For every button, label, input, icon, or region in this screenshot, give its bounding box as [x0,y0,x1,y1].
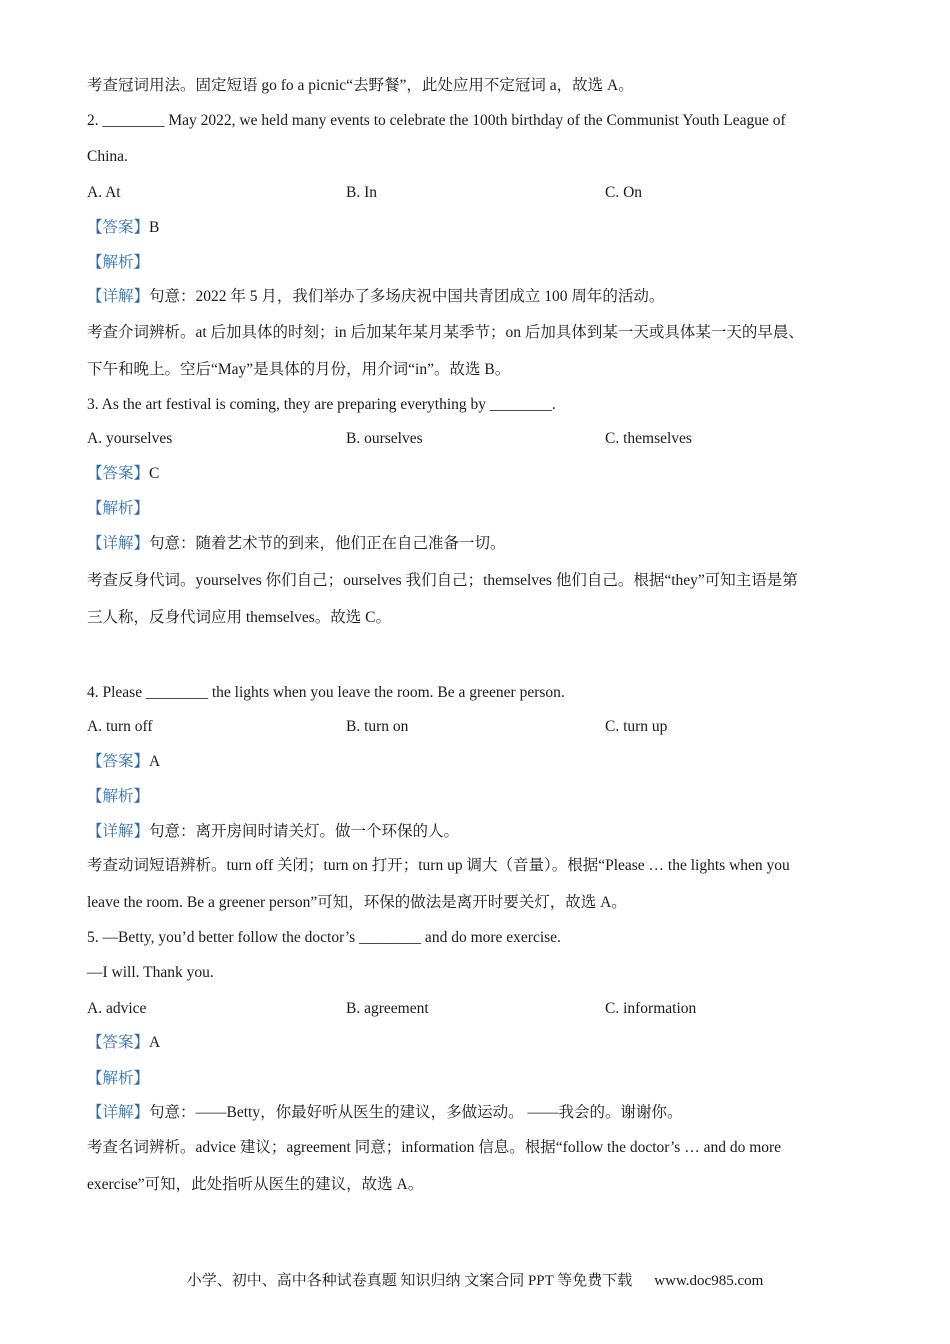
footer-text: 小学、初中、高中各种试卷真题 知识归纳 文案合同 PPT 等免费下载 [186,1273,633,1289]
answer-label: 【答案】 [87,465,150,482]
analysis-label: 【解析】 [87,254,150,271]
q5-explanation-line2: exercise”可知，此处指听从医生的建议，故选 A。 [87,1176,424,1193]
q5-detail-text: 句意：——Betty，你最好听从医生的建议，多做运动。 ——我会的。谢谢你。 [149,1104,683,1121]
answer-label: 【答案】 [87,219,150,236]
q2-analysis-heading [87,253,149,273]
q5-stem-line2: —I will. Thank you. [87,964,214,981]
footer-site-link[interactable]: www.doc985.com [654,1273,764,1289]
q5-detail [87,1103,682,1123]
q4-stem-line1: 4. Please ________ the lights when you leave the room. Be a greener person. [87,684,565,701]
q2-answer [87,218,159,238]
detail-label: 【详解】 [87,823,150,840]
q3-option-a: A. yourselves [87,430,173,447]
analysis-label: 【解析】 [87,788,150,805]
q5-option-b: B. agreement [346,1000,429,1017]
q4-detail-text: 句意：离开房间时请关灯。做一个环保的人。 [149,823,460,840]
q5-answer [87,1033,160,1053]
q4-answer [87,752,160,772]
q4-explanation-line2: leave the room. Be a greener person”可知，环保的做法是离开时要关灯，故选 A。 [87,894,627,911]
q3-explanation-line2: 三人称，反身代词应用 themselves。故选 C。 [87,609,391,626]
q2-option-a: A. At [87,184,121,201]
q2-explanation-line1: 考查介词辨析。at 后加具体的时刻；in 后加某年某月某季节；on 后加具体到某一天或具体某一天的早晨、 [87,324,804,341]
q2-detail [87,287,664,307]
q5-answer-value: A [149,1034,161,1051]
page-footer [0,1269,950,1290]
q3-detail-text: 句意：随着艺术节的到来，他们正在自己准备一切。 [149,535,506,552]
intro-explanation: 考查冠词用法。固定短语 go fo a picnic“去野餐”，此处应用不定冠词 a，故选 A。 [87,77,634,94]
q2-explanation-line2: 下午和晚上。空后“May”是具体的月份，用介词“in”。故选 B。 [87,361,511,378]
q3-analysis-heading [87,499,149,519]
q2-stem-line2: China. [87,148,128,165]
q5-explanation-line1: 考查名词辨析。advice 建议；agreement 同意；information 信息。根据“follow the doctor’s … and do more [87,1139,782,1156]
q2-stem-line1: 2. ________ May 2022, we held many events to celebrate the 100th birthday of the Communist Youth League of [87,112,786,129]
q3-answer [87,464,159,484]
analysis-label: 【解析】 [87,1070,150,1087]
analysis-label: 【解析】 [87,500,150,517]
q2-answer-value: B [149,219,160,236]
q3-explanation-line1: 考查反身代词。yourselves 你们自己；ourselves 我们自己；themselves 他们自己。根据“they”可知主语是第 [87,572,798,589]
q4-option-b: B. turn on [346,718,409,735]
q4-explanation-line1: 考查动词短语辨析。turn off 关闭；turn on 打开；turn up 调大（音量）。根据“Please … the lights when you [87,857,790,874]
detail-label: 【详解】 [87,1104,150,1121]
q2-option-b: B. In [346,184,377,201]
detail-label: 【详解】 [87,288,150,305]
q4-detail [87,822,459,842]
q2-detail-text: 句意：2022 年 5 月，我们举办了多场庆祝中国共青团成立 100 周年的活动。 [149,288,665,305]
q4-answer-value: A [149,753,161,770]
q3-option-c: C. themselves [605,430,692,447]
q4-analysis-heading [87,787,149,807]
q3-stem-line1: 3. As the art festival is coming, they are preparing everything by ________. [87,396,556,413]
q3-answer-value: C [149,465,160,482]
q2-option-c: C. On [605,184,643,201]
q4-option-a: A. turn off [87,718,153,735]
q5-analysis-heading [87,1069,149,1089]
q3-detail [87,534,506,554]
q5-option-c: C. information [605,1000,697,1017]
answer-label: 【答案】 [87,1034,150,1051]
q3-option-b: B. ourselves [346,430,423,447]
q4-option-c: C. turn up [605,718,668,735]
answer-label: 【答案】 [87,753,150,770]
q5-option-a: A. advice [87,1000,147,1017]
detail-label: 【详解】 [87,535,150,552]
q5-stem-line1: 5. —Betty, you’d better follow the doctor’s ________ and do more exercise. [87,929,561,946]
